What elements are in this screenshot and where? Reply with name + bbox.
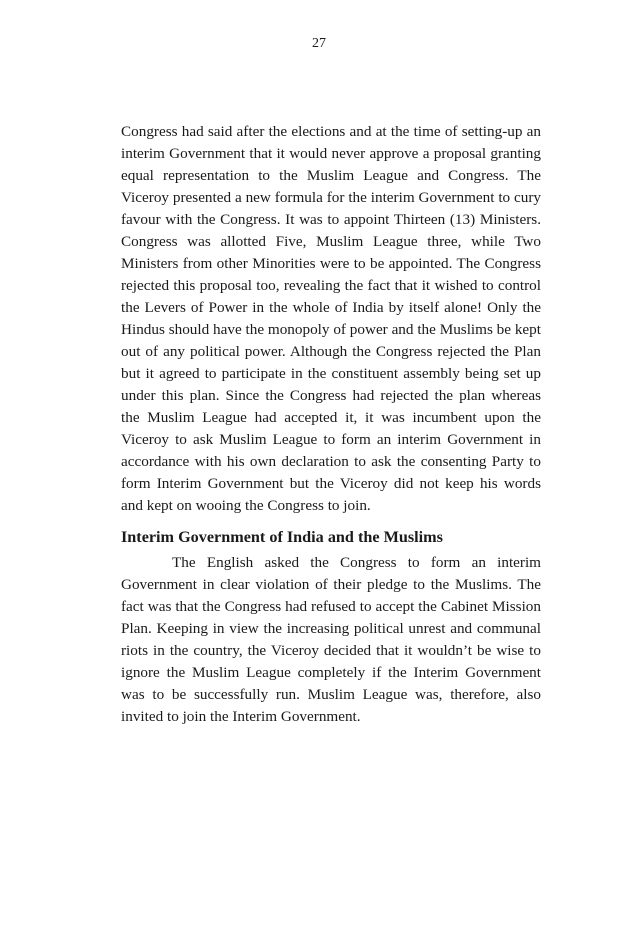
page-number: 27: [312, 36, 326, 51]
section-heading: Interim Government of India and the Muslims: [121, 528, 443, 546]
body-paragraph-1: Congress had said after the elections and at the time of setting-up an interim Government that it would never approve a proposal granting equal representation to the Muslim League and Congress. The Viceroy presented a new formula for the interim Government to cury favour with the Congress. It was to appoint Thirteen (13) Ministers. Congress was allotted Five, Muslim League three, while Two Ministers from other Minorities were to be appointed. The Congress rejected this proposal too, revealing the fact that it wished to control the Levers of Power in the whole of India by itself alone! Only the Hindus should have the monopoly of power and the Muslims be kept out of any political power. Although the Congress rejected the Plan but it agreed to participate in the constituent assembly being set up under this plan. Since the Congress had rejected the plan whereas the Muslim League had accepted it, it was incumbent upon the Viceroy to ask Muslim League to form an interim Government in accordance with his own declaration to ask the consenting Party to form Interim Government but the Viceroy did not keep his words and kept on wooing the Congress to join.: [121, 123, 541, 514]
body-paragraph-2: The English asked the Congress to form an interim Government in clear violation of their pledge to the Muslims. The fact was that the Congress had refused to accept the Cabinet Mission Plan. Keeping in view the increasing political unrest and communal riots in the country, the Viceroy decided that it wouldn’t be wise to ignore the Muslim League completely if the Interim Government was to be successfully run. Muslim League was, therefore, also invited to join the Interim Government.: [121, 554, 541, 725]
page-body: [121, 121, 541, 728]
